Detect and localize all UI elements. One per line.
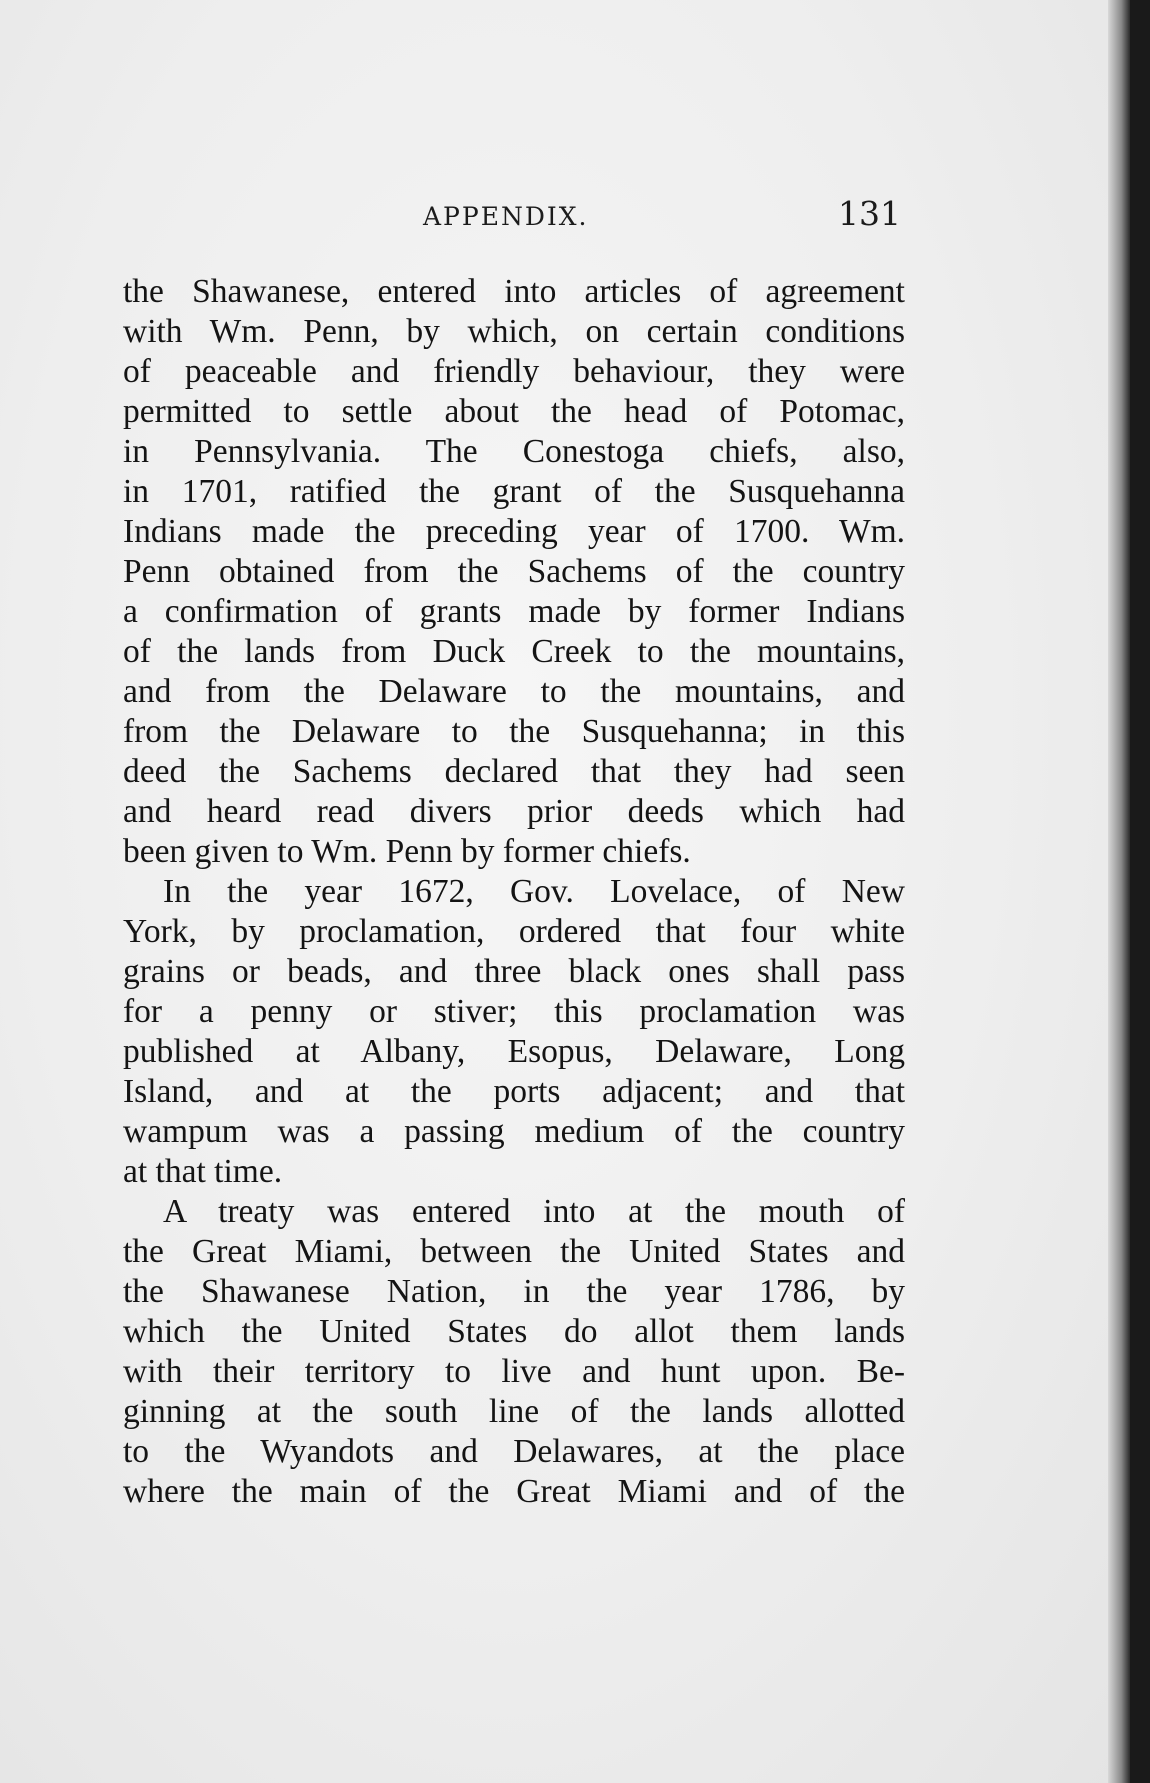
text-line: A treaty was entered into at the mouth of: [163, 1193, 905, 1230]
text-line: the Shawanese, entered into articles of agreement: [123, 273, 905, 310]
text-line: of peaceable and friendly behaviour, they were: [123, 353, 905, 390]
text-line: deed the Sachems declared that they had seen: [123, 753, 905, 790]
paragraph: [123, 272, 905, 872]
text-line: published at Albany, Esopus, Delaware, Long: [123, 1033, 905, 1070]
text-line: Penn obtained from the Sachems of the country: [123, 553, 905, 590]
text-line: and heard read divers prior deeds which had: [123, 793, 905, 830]
body-text: [123, 272, 905, 1512]
text-line: wampum was a passing medium of the country: [123, 1113, 905, 1150]
text-line: ginning at the south line of the lands allotted: [123, 1393, 905, 1430]
running-head: [123, 194, 905, 244]
text-line: Indians made the preceding year of 1700. Wm.: [123, 513, 905, 550]
page-edge: [1108, 0, 1130, 1783]
text-line: grains or beads, and three black ones shall pass: [123, 953, 905, 990]
text-line: at that time.: [123, 1153, 283, 1190]
text-line: where the main of the Great Miami and of the: [123, 1473, 905, 1510]
text-line: York, by proclamation, ordered that four white: [123, 913, 905, 950]
text-line: to the Wyandots and Delawares, at the place: [123, 1433, 905, 1470]
running-head-title: APPENDIX.: [423, 202, 589, 231]
page-number: 131: [838, 194, 901, 233]
text-line: for a penny or stiver; this proclamation was: [123, 993, 905, 1030]
text-line: with their territory to live and hunt upon. Be-: [123, 1353, 905, 1390]
text-line: a confirmation of grants made by former Indians: [123, 593, 905, 630]
text-line: been given to Wm. Penn by former chiefs.: [123, 833, 691, 870]
text-line: in Pennsylvania. The Conestoga chiefs, also,: [123, 433, 905, 470]
paragraph: [123, 872, 905, 1192]
text-line: the Shawanese Nation, in the year 1786, by: [123, 1273, 905, 1310]
text-line: from the Delaware to the Susquehanna; in this: [123, 713, 905, 750]
text-line: of the lands from Duck Creek to the mountains,: [123, 633, 905, 670]
text-line: with Wm. Penn, by which, on certain conditions: [123, 313, 905, 350]
text-line: In the year 1672, Gov. Lovelace, of New: [163, 873, 905, 910]
text-line: and from the Delaware to the mountains, and: [123, 673, 905, 710]
text-line: in 1701, ratified the grant of the Susquehanna: [123, 473, 905, 510]
text-line: the Great Miami, between the United States and: [123, 1233, 905, 1270]
text-line: Island, and at the ports adjacent; and that: [123, 1073, 905, 1110]
text-line: which the United States do allot them lands: [123, 1313, 905, 1350]
paragraph: [123, 1192, 905, 1512]
text-line: permitted to settle about the head of Potomac,: [123, 393, 905, 430]
